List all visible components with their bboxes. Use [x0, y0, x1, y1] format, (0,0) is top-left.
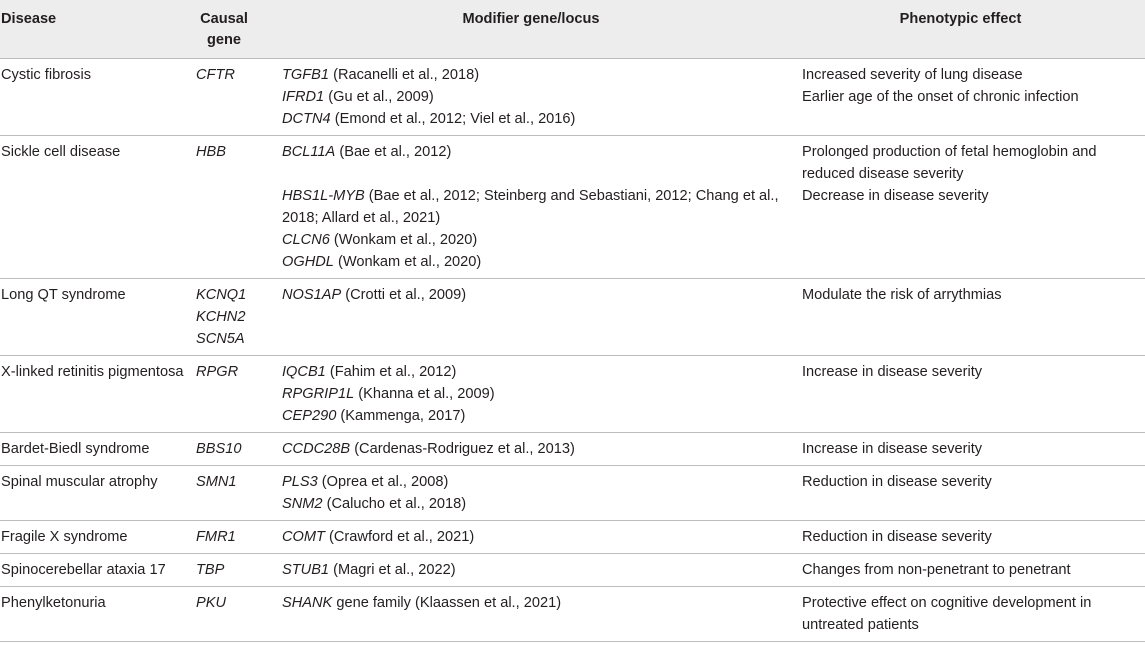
causal-gene: HBB [196, 144, 227, 160]
phenotype-cell [798, 356, 1145, 433]
modifier-entry [282, 405, 796, 427]
modifier-reference: (Gu et al., 2009) [328, 89, 434, 105]
phenotype-cell [798, 554, 1145, 587]
modifier-gene: NOS1AP [282, 287, 342, 303]
modifier-reference: (Bae et al., 2012) [339, 144, 452, 160]
phenotypic-effect: Earlier age of the onset of chronic infection [802, 89, 1079, 105]
modifier-reference: (Wonkam et al., 2020) [337, 254, 482, 270]
modifier-entry [282, 251, 796, 273]
modifier-gene: CEP290 [282, 408, 337, 424]
modifier-gene: HBS1L-MYB [282, 188, 365, 204]
disease-cell [0, 587, 194, 642]
causal-gene-cell [194, 521, 278, 554]
modifier-reference: (Racanelli et al., 2018) [333, 67, 480, 83]
modifier-reference: (Wonkam et al., 2020) [333, 232, 478, 248]
table-row [0, 521, 1145, 554]
causal-gene: FMR1 [196, 529, 236, 545]
phenotypic-effect: Increase in disease severity [802, 441, 983, 457]
disease-cell [0, 554, 194, 587]
modifier-gene: IFRD1 [282, 89, 325, 105]
header-disease: Disease [0, 0, 194, 59]
modifier-reference: (Emond et al., 2012; Viel et al., 2016) [334, 111, 576, 127]
modifier-gene: CLCN6 [282, 232, 330, 248]
phenotype-cell [798, 433, 1145, 466]
disease-name: X-linked retinitis pigmentosa [1, 364, 184, 380]
modifier-entry [282, 229, 796, 251]
causal-gene-cell [194, 279, 278, 356]
phenotype-cell [798, 466, 1145, 521]
phenotype-cell [798, 136, 1145, 279]
modifier-gene: CCDC28B [282, 441, 351, 457]
modifier-entry [282, 471, 796, 493]
modifier-gene: STUB1 [282, 562, 330, 578]
modifier-gene: DCTN4 [282, 111, 331, 127]
modifier-entry [282, 559, 796, 581]
causal-gene: BBS10 [196, 441, 242, 457]
disease-cell [0, 136, 194, 279]
table-row [0, 466, 1145, 521]
disease-name: Cystic fibrosis [1, 67, 92, 83]
causal-gene-cell [194, 356, 278, 433]
modifier-cell [278, 433, 798, 466]
disease-name: Long QT syndrome [1, 287, 126, 303]
causal-gene: SMN1 [196, 474, 237, 490]
modifier-gene: TGFB1 [282, 67, 330, 83]
disease-cell [0, 433, 194, 466]
modifier-cell [278, 587, 798, 642]
table-row [0, 356, 1145, 433]
disease-cell [0, 59, 194, 136]
table-header-row [0, 0, 1145, 59]
causal-gene: TBP [196, 562, 225, 578]
modifier-entry [282, 493, 796, 515]
modifier-gene: RPGRIP1L [282, 386, 355, 402]
phenotypic-effect: Increased severity of lung disease [802, 67, 1023, 83]
modifier-reference: (Crawford et al., 2021) [329, 529, 475, 545]
modifier-reference: (Oprea et al., 2008) [321, 474, 449, 490]
table-row [0, 433, 1145, 466]
modifier-reference: (Khanna et al., 2009) [358, 386, 495, 402]
disease-name: Spinal muscular atrophy [1, 474, 158, 490]
causal-gene-cell [194, 59, 278, 136]
modifier-entry [282, 438, 796, 460]
causal-gene-cell [194, 554, 278, 587]
modifier-cell [278, 521, 798, 554]
disease-cell [0, 466, 194, 521]
disease-name: Sickle cell disease [1, 144, 121, 160]
modifier-entry [282, 185, 796, 229]
modifier-cell [278, 59, 798, 136]
disease-name: Phenylketonuria [1, 595, 106, 611]
causal-gene: SCN5A [196, 331, 245, 347]
header-phenotypic-effect: Phenotypic effect [798, 0, 1145, 59]
disease-name: Bardet-Biedl syndrome [1, 441, 150, 457]
table-row [0, 59, 1145, 136]
modifier-gene: IQCB1 [282, 364, 326, 380]
modifier-reference: (Cardenas-Rodriguez et al., 2013) [354, 441, 575, 457]
causal-gene: PKU [196, 595, 227, 611]
modifier-gene: OGHDL [282, 254, 334, 270]
modifier-entry [282, 383, 796, 405]
table-row [0, 554, 1145, 587]
causal-gene: KCHN2 [196, 309, 246, 325]
modifier-reference: (Bae et al., 2012; Steinberg and Sebastiani, 2012; Chang et al., 2018; Allard et al., 2021) [282, 188, 779, 226]
modifier-gene: PLS3 [282, 474, 318, 490]
phenotype-cell [798, 279, 1145, 356]
phenotype-cell [798, 521, 1145, 554]
causal-gene: RPGR [196, 364, 239, 380]
modifier-entry [282, 64, 796, 86]
table-row [0, 279, 1145, 356]
table-row [0, 136, 1145, 279]
modifier-reference: gene family (Klaassen et al., 2021) [336, 595, 562, 611]
phenotypic-effect: Increase in disease severity [802, 364, 983, 380]
causal-gene-cell [194, 466, 278, 521]
header-modifier-gene: Modifier gene/locus [278, 0, 798, 59]
phenotypic-effect: Changes from non-penetrant to penetrant [802, 562, 1071, 578]
modifier-entry [282, 592, 796, 614]
modifier-gene: COMT [282, 529, 325, 545]
modifier-gene: BCL11A [282, 144, 336, 160]
causal-gene-cell [194, 136, 278, 279]
phenotypic-effect: Reduction in disease severity [802, 474, 992, 490]
disease-cell [0, 279, 194, 356]
table-row [0, 587, 1145, 642]
modifier-entry [282, 108, 796, 130]
modifier-gene: SHANK [282, 595, 333, 611]
modifier-entry [282, 86, 796, 108]
causal-gene-cell [194, 433, 278, 466]
modifier-cell [278, 356, 798, 433]
header-causal-gene: Causal gene [194, 0, 278, 59]
disease-name: Fragile X syndrome [1, 529, 128, 545]
modifier-cell [278, 554, 798, 587]
phenotypic-effect: Modulate the risk of arrythmias [802, 287, 1002, 303]
causal-gene-cell [194, 587, 278, 642]
causal-gene: KCNQ1 [196, 287, 247, 303]
phenotype-cell [798, 587, 1145, 642]
phenotype-cell [798, 59, 1145, 136]
modifier-entry [282, 141, 796, 163]
modifier-gene: SNM2 [282, 496, 323, 512]
phenotypic-effect: Protective effect on cognitive development in untreated patients [802, 595, 1092, 633]
phenotypic-effect: Reduction in disease severity [802, 529, 992, 545]
modifier-reference: (Fahim et al., 2012) [329, 364, 457, 380]
phenotypic-effect: Prolonged production of fetal hemoglobin and reduced disease severity [802, 144, 1097, 182]
table-body [0, 59, 1145, 642]
disease-name: Spinocerebellar ataxia 17 [1, 562, 166, 578]
modifier-entry [282, 361, 796, 383]
modifier-reference: (Calucho et al., 2018) [326, 496, 467, 512]
phenotypic-effect: Decrease in disease severity [802, 188, 989, 204]
modifier-reference: (Magri et al., 2022) [333, 562, 456, 578]
disease-cell [0, 356, 194, 433]
modifier-cell [278, 279, 798, 356]
disease-cell [0, 521, 194, 554]
modifier-entry [282, 284, 796, 306]
modifier-cell [278, 136, 798, 279]
causal-gene: CFTR [196, 67, 235, 83]
modifier-reference: (Kammenga, 2017) [340, 408, 466, 424]
modifier-reference: (Crotti et al., 2009) [345, 287, 467, 303]
modifier-cell [278, 466, 798, 521]
modifier-entry [282, 526, 796, 548]
